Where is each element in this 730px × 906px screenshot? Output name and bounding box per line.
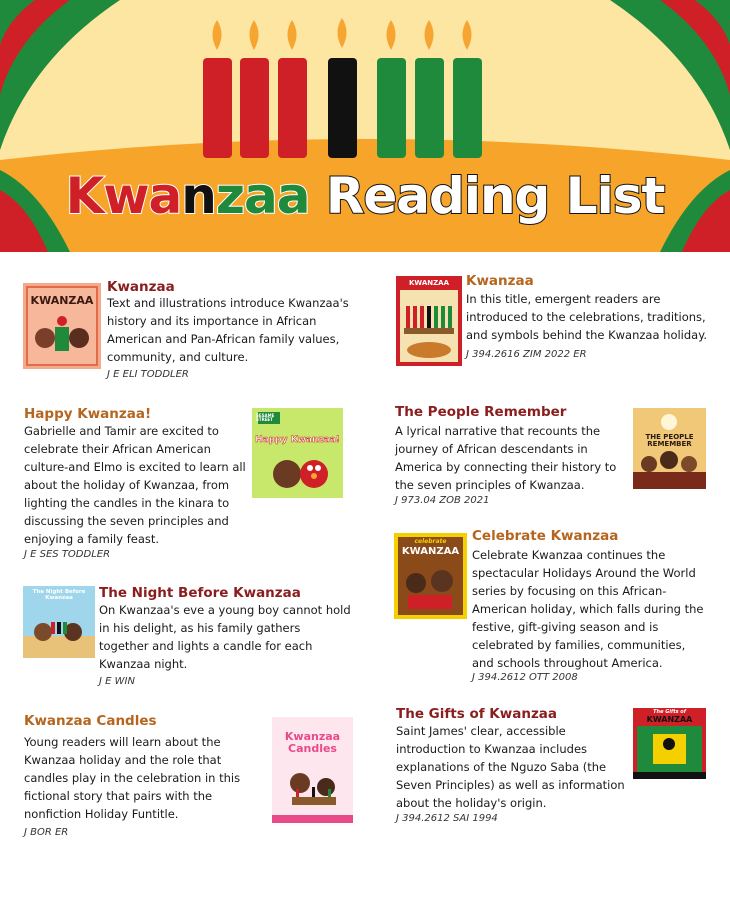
title-part-rest: Reading List xyxy=(309,167,665,225)
cover-title: Kwanzaa Candles xyxy=(284,730,341,755)
call-number: J 394.2616 ZIM 2022 ER xyxy=(466,349,587,360)
page-title xyxy=(0,160,730,232)
book-title[interactable]: The Night Before Kwanzaa xyxy=(99,585,301,601)
book-title[interactable]: Happy Kwanzaa! xyxy=(24,406,152,422)
title-part-black: n xyxy=(181,167,216,225)
call-number: J E SES TODDLER xyxy=(24,549,111,560)
book-cover[interactable] xyxy=(633,708,706,779)
book-title[interactable]: The People Remember xyxy=(395,404,567,420)
title-part-green: za xyxy=(215,167,277,225)
call-number: J 394.2612 SAI 1994 xyxy=(396,813,498,824)
book-description: Text and illustrations introduce Kwanzaa's history and its importance in African American and Pan-African family values, community, and culture. xyxy=(107,296,349,364)
cover-series: celebrate xyxy=(414,538,447,545)
call-number: J E ELI TODDLER xyxy=(107,369,189,380)
book-description: Celebrate Kwanzaa continues the spectacular Holidays Around the World series by focusing on this African-American holiday, which falls during the festive, gift-giving season and is celebrated by families, communities, and schools throughout America. xyxy=(472,548,704,670)
cover-title: Happy Kwanzaa! xyxy=(255,435,340,445)
book-cover[interactable] xyxy=(23,586,95,658)
header-banner xyxy=(0,0,730,252)
cover-title: KWANZAA xyxy=(408,279,450,287)
call-number: J 394.2612 OTT 2008 xyxy=(472,672,578,683)
book-cover[interactable] xyxy=(23,283,101,369)
book-cover[interactable] xyxy=(394,533,467,619)
book-cover[interactable] xyxy=(252,408,343,498)
book-title[interactable]: Celebrate Kwanzaa xyxy=(472,528,619,544)
cover-title: KWANZAA xyxy=(30,294,94,307)
call-number: J E WIN xyxy=(99,676,135,687)
cover-title: KWANZAA xyxy=(646,715,693,724)
book-description: Gabrielle and Tamir are excited to celebrate their African American culture-and Elmo is excited to learn all about the holiday of Kwanzaa, from lighting the candles in the kinara to discussing the seven principles and enjoying a family feast. xyxy=(24,424,246,546)
book-title[interactable]: The Gifts of Kwanzaa xyxy=(396,706,558,722)
book-title[interactable]: Kwanzaa Candles xyxy=(24,713,157,729)
title-part-green-2: a xyxy=(276,167,310,225)
book-cover[interactable] xyxy=(272,717,353,823)
cover-title: KWANZAA xyxy=(401,546,460,557)
book-description: A lyrical narrative that recounts the journey of African descendants in America by connecting their history to the seven principles of Kwanzaa. xyxy=(395,424,617,492)
book-title[interactable]: Kwanzaa xyxy=(107,279,175,295)
book-title[interactable]: Kwanzaa xyxy=(466,273,534,289)
book-cover[interactable] xyxy=(633,408,706,489)
book-description: Saint James' clear, accessible introduction to Kwanzaa includes explanations of the Nguzo Saba (the Seven Principles) as well as information about the holiday's origin. xyxy=(396,724,625,810)
book-description: On Kwanzaa's eve a young boy cannot hold in his delight, as his family gathers together and lights a candle for each Kwanzaa night. xyxy=(99,603,351,671)
book-cover[interactable] xyxy=(396,276,462,366)
cover-title: THE PEOPLE REMEMBER xyxy=(645,433,694,449)
title-part-red: Kwa xyxy=(65,167,182,225)
call-number: J BOR ER xyxy=(24,827,69,838)
cover-series: SESAME STREET xyxy=(256,413,275,423)
book-description: Young readers will learn about the Kwanzaa holiday and the role that candles play in the celebration in this fictional story that pairs with the nonfiction Holiday Funtitle. xyxy=(24,735,241,821)
cover-series: The Gifts of xyxy=(653,709,686,715)
book-description: In this title, emergent readers are introduced to the celebrations, traditions, and symbols behind the Kwanzaa holiday. xyxy=(466,292,708,342)
call-number: J 973.04 ZOB 2021 xyxy=(395,495,490,506)
cover-title: The Night Before Kwanzaa xyxy=(32,589,86,601)
